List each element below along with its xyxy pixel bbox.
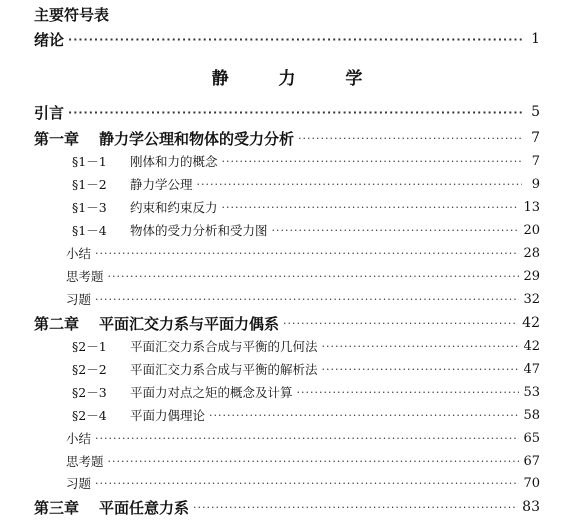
toc-entry-label: 绪论 — [34, 30, 65, 49]
toc-entry-page: 9 — [531, 176, 540, 192]
toc-entry-page: 47 — [523, 361, 540, 377]
chapter-title: 静力学公理和物体的受力分析 — [99, 129, 295, 148]
toc-entry-page: 42 — [522, 315, 540, 331]
toc-entry-page: 13 — [523, 199, 540, 215]
dot-leader — [95, 288, 519, 310]
section-number: §1－3 — [72, 200, 107, 215]
toc-entry-page: 7 — [531, 153, 540, 169]
section-number: §1－4 — [72, 223, 107, 238]
section-heading — [72, 175, 197, 193]
toc-entry-introduction[interactable] — [0, 28, 574, 50]
toc-entry-page: 20 — [523, 222, 540, 238]
toc-section-1-2[interactable] — [0, 173, 574, 195]
toc-entry-label: 引言 — [34, 103, 65, 122]
toc-section-2-2[interactable] — [0, 358, 574, 380]
toc-summary-2[interactable] — [0, 427, 574, 449]
toc-questions-2[interactable] — [0, 450, 574, 472]
dot-leader — [222, 150, 522, 172]
toc-entry-page: 67 — [523, 453, 540, 469]
dot-leader — [272, 219, 520, 241]
toc-section-2-1[interactable] — [0, 335, 574, 357]
dot-leader — [68, 101, 522, 123]
section-heading — [72, 152, 222, 170]
toc-entry-page: 42 — [523, 338, 540, 354]
section-number: §1－1 — [72, 154, 107, 169]
chapter-number: 第二章 — [34, 314, 80, 333]
section-heading — [72, 383, 297, 401]
toc-section-1-1[interactable] — [0, 150, 574, 172]
dot-leader — [297, 381, 520, 403]
toc-section-2-3[interactable] — [0, 381, 574, 403]
section-number: §2－1 — [72, 339, 107, 354]
dot-leader — [95, 427, 519, 449]
toc-entry-label: 习题 — [66, 476, 92, 491]
section-title: 平面汇交力系合成与平衡的几何法 — [130, 339, 318, 354]
dot-leader — [283, 312, 518, 334]
dot-leader — [222, 196, 520, 218]
dot-leader — [298, 127, 522, 149]
dot-leader — [322, 335, 520, 357]
section-heading — [72, 221, 272, 239]
toc-summary-1[interactable] — [0, 242, 574, 264]
toc-entry-page: 53 — [523, 384, 540, 400]
toc-entry-page: 28 — [523, 245, 540, 261]
dot-leader — [322, 358, 520, 380]
chapter-heading — [34, 128, 298, 149]
dot-leader — [68, 28, 522, 50]
toc-chapter-3[interactable] — [0, 496, 574, 518]
toc-entry-label: 小结 — [66, 246, 92, 261]
section-heading — [72, 198, 222, 216]
toc-section-1-3[interactable] — [0, 196, 574, 218]
toc-entry-page: 29 — [523, 268, 540, 284]
dot-leader — [193, 496, 518, 518]
chapter-title: 平面汇交力系与平面力偶系 — [99, 314, 280, 333]
section-title: 平面力对点之矩的概念及计算 — [130, 385, 293, 400]
toc-entry-page: 32 — [523, 291, 540, 307]
dot-leader — [95, 242, 519, 264]
toc-entry-label: 主要符号表 — [34, 5, 110, 24]
dot-leader — [108, 265, 520, 287]
toc-section-1-4[interactable] — [0, 219, 574, 241]
section-title: 静力学公理 — [130, 177, 193, 192]
toc-entry-page: 7 — [531, 130, 540, 146]
section-number: §2－3 — [72, 385, 107, 400]
dot-leader — [108, 450, 520, 472]
toc-entry-label: 思考题 — [66, 269, 104, 284]
toc-entry-page: 1 — [531, 31, 540, 47]
toc-entry-label: 习题 — [66, 292, 92, 307]
chapter-number: 第三章 — [34, 498, 80, 517]
chapter-heading — [34, 313, 283, 334]
part-title: 静 力 学 — [211, 69, 385, 89]
section-title: 约束和约束反力 — [130, 200, 218, 215]
chapter-heading — [34, 497, 193, 518]
toc-entry-page: 58 — [523, 407, 540, 423]
toc-entry-label: 小结 — [66, 431, 92, 446]
dot-leader — [95, 472, 519, 494]
section-title: 平面力偶理论 — [130, 408, 206, 423]
toc-entry-label: 思考题 — [66, 454, 104, 469]
toc-section-2-4[interactable] — [0, 404, 574, 426]
toc-questions-1[interactable] — [0, 265, 574, 287]
section-title: 物体的受力分析和受力图 — [130, 223, 268, 238]
dot-leader — [209, 404, 519, 426]
chapter-title: 平面任意力系 — [99, 498, 190, 517]
toc-chapter-1[interactable] — [0, 127, 574, 149]
toc-entry-preface[interactable] — [0, 101, 574, 123]
section-heading — [72, 360, 322, 378]
toc-entry-page: 5 — [531, 104, 540, 120]
section-number: §2－4 — [72, 408, 107, 423]
section-title: 平面汇交力系合成与平衡的解析法 — [130, 362, 318, 377]
section-title: 刚体和力的概念 — [130, 154, 218, 169]
toc-entry-page: 65 — [523, 430, 540, 446]
section-heading — [72, 337, 322, 355]
toc-chapter-2[interactable] — [0, 312, 574, 334]
toc-entry-page: 83 — [522, 499, 540, 515]
toc-exercises-1[interactable] — [0, 288, 574, 310]
toc-entry-symbol-table[interactable] — [0, 3, 574, 25]
section-number: §2－2 — [72, 362, 107, 377]
toc-exercises-2[interactable] — [0, 472, 574, 494]
toc-entry-page: 70 — [523, 475, 540, 491]
section-number: §1－2 — [72, 177, 107, 192]
dot-leader — [197, 173, 522, 195]
section-heading — [72, 406, 209, 424]
chapter-number: 第一章 — [34, 129, 80, 148]
